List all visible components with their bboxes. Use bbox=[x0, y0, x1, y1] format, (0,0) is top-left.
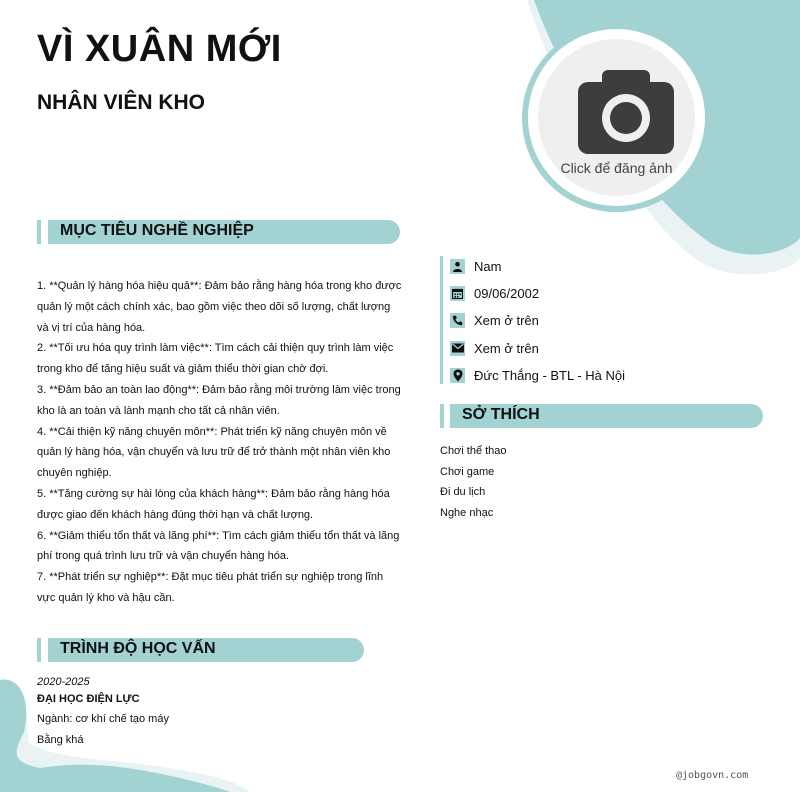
email-icon bbox=[450, 341, 465, 356]
objective-item: 5. **Tăng cường sự hài lòng của khách hàng**: Đảm bảo rằng hàng hóa được giao đến khách hàng đúng thời hạn và chất lượng. bbox=[37, 487, 390, 521]
phone-icon bbox=[450, 313, 465, 328]
objective-item: 3. **Đảm bảo an toàn lao động**: Đảm bảo rằng môi trường làm việc trong kho là an toàn và lành mạnh cho tất cả nhân viên. bbox=[37, 383, 401, 417]
section-title: MỤC TIÊU NGHỀ NGHIỆP bbox=[60, 222, 254, 239]
location-pin-icon bbox=[450, 368, 465, 383]
objective-item: 1. **Quản lý hàng hóa hiệu quả**: Đảm bảo rằng hàng hóa trong kho được quản lý một cách chính xác, bao gồm việc theo dõi số lượng, chất lượng và vị trí của hàng hóa. bbox=[37, 280, 402, 334]
objective-item: 6. **Giảm thiểu tổn thất và lãng phí**: Tìm cách giảm thiểu tổn thất và lãng phí trong quá trình lưu trữ và vận chuyển hàng hóa. bbox=[37, 529, 400, 563]
hobby-item: Nghe nhạc bbox=[440, 507, 494, 520]
avatar-placeholder[interactable] bbox=[538, 39, 695, 196]
heading-accent-bar bbox=[440, 404, 444, 428]
calendar-icon bbox=[450, 286, 465, 301]
education-years: 2020-2025 bbox=[37, 676, 90, 688]
info-birthday bbox=[450, 284, 539, 302]
birthday-value: 09/06/2002 bbox=[474, 285, 540, 301]
person-icon bbox=[450, 259, 465, 274]
heading-accent-bar bbox=[37, 638, 41, 662]
education-major: Ngành: cơ khí chế tạo máy bbox=[37, 713, 169, 725]
avatar-caption: Click để đăng ảnh bbox=[560, 160, 673, 176]
hobby-item: Chơi game bbox=[440, 465, 495, 478]
candidate-name: VÌ XUÂN MỚI bbox=[37, 28, 282, 70]
info-phone bbox=[450, 311, 539, 329]
section-title: SỞ THÍCH bbox=[462, 406, 540, 423]
gender-value: Nam bbox=[474, 258, 502, 274]
heading-accent-bar bbox=[37, 220, 41, 244]
hobbies-heading bbox=[450, 404, 763, 428]
objective-item: 7. **Phát triển sự nghiệp**: Đặt mục tiêu phát triển sự nghiệp trong lĩnh vực quản lý kho và hậu cần. bbox=[37, 571, 384, 604]
objective-item: 2. **Tối ưu hóa quy trình làm việc**: Tìm cách cải thiện quy trình làm việc trong kho để tăng hiệu suất và giảm thiểu thời gian chờ đợi. bbox=[37, 342, 394, 376]
hobby-item: Đi du lịch bbox=[440, 486, 486, 499]
address-value: Đức Thắng - BTL - Hà Nội bbox=[474, 367, 626, 383]
info-email bbox=[450, 339, 539, 357]
info-address bbox=[450, 366, 625, 384]
watermark: @jobgovn.com bbox=[676, 770, 749, 781]
education-grade: Bằng khá bbox=[37, 734, 84, 746]
education-heading bbox=[48, 638, 364, 662]
info-accent-bar bbox=[440, 256, 443, 384]
camera-icon bbox=[578, 70, 674, 154]
phone-value: Xem ở trên bbox=[474, 312, 539, 328]
section-title: TRÌNH ĐỘ HỌC VẤN bbox=[60, 640, 216, 657]
email-value: Xem ở trên bbox=[474, 340, 539, 356]
info-gender bbox=[450, 257, 501, 275]
hobby-item: Chơi thể thao bbox=[440, 445, 507, 457]
avatar-upload[interactable] bbox=[528, 29, 705, 206]
education-school: ĐẠI HỌC ĐIỆN LỰC bbox=[37, 693, 140, 705]
objective-item: 4. **Cải thiện kỹ năng chuyên môn**: Phát triển kỹ năng chuyên môn về quản lý hàng hóa, vận chuyển và lưu trữ để trở thành một nhân viên kho chuyên nghiệp. bbox=[37, 425, 391, 480]
hobbies-list bbox=[440, 441, 507, 524]
career-objective-heading bbox=[48, 220, 400, 244]
job-title: NHÂN VIÊN KHO bbox=[37, 91, 206, 114]
career-objective-list bbox=[37, 276, 402, 609]
